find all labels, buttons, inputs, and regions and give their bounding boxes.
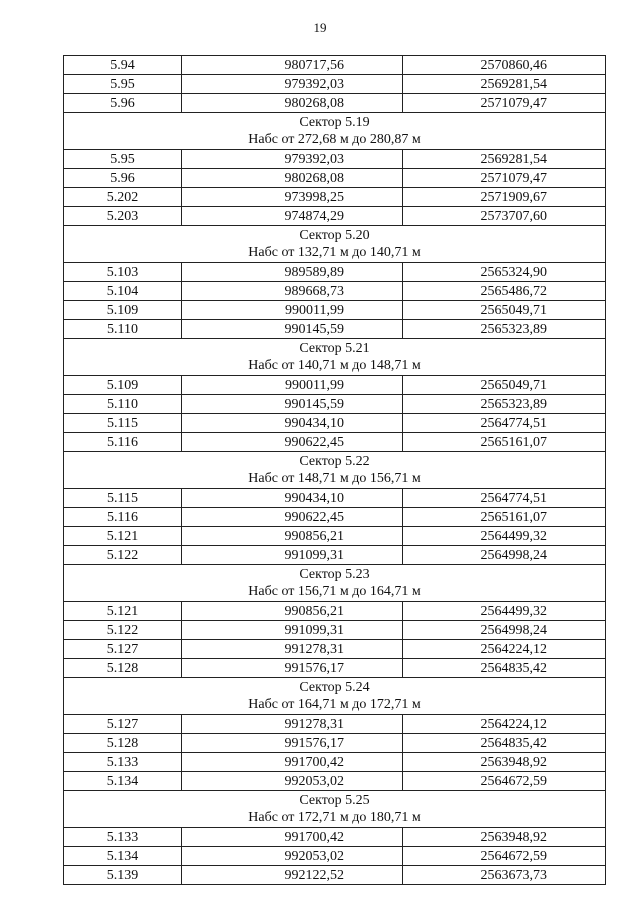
point-row (64, 659, 606, 678)
sector-header-cell (64, 452, 606, 489)
point-row (64, 866, 606, 885)
point-id-cell: 5.96 (64, 94, 182, 113)
x-coordinate-cell: 990622,45 (182, 433, 403, 452)
point-row (64, 150, 606, 169)
point-id-cell: 5.116 (64, 508, 182, 527)
x-coordinate-cell: 990145,59 (182, 320, 403, 339)
y-coordinate-cell: 2565161,07 (403, 433, 606, 452)
point-row (64, 621, 606, 640)
sector-height-range: Набс от 164,71 м до 172,71 м (248, 697, 421, 712)
point-id-cell: 5.139 (64, 866, 182, 885)
point-row (64, 546, 606, 565)
sector-height-range: Набс от 272,68 м до 280,87 м (248, 132, 421, 147)
y-coordinate-cell: 2563948,92 (403, 828, 606, 847)
point-id-cell: 5.121 (64, 527, 182, 546)
point-id-cell: 5.202 (64, 188, 182, 207)
y-coordinate-cell: 2565049,71 (403, 301, 606, 320)
x-coordinate-cell: 991576,17 (182, 734, 403, 753)
y-coordinate-cell: 2573707,60 (403, 207, 606, 226)
point-id-cell: 5.115 (64, 414, 182, 433)
sector-header-cell (64, 678, 606, 715)
y-coordinate-cell: 2565323,89 (403, 395, 606, 414)
y-coordinate-cell: 2564499,32 (403, 602, 606, 621)
y-coordinate-cell: 2565486,72 (403, 282, 606, 301)
point-row (64, 753, 606, 772)
point-id-cell: 5.133 (64, 828, 182, 847)
point-id-cell: 5.95 (64, 150, 182, 169)
sector-header-row (64, 226, 606, 263)
point-id-cell: 5.104 (64, 282, 182, 301)
point-id-cell: 5.127 (64, 640, 182, 659)
point-row (64, 169, 606, 188)
point-id-cell: 5.134 (64, 847, 182, 866)
point-row (64, 715, 606, 734)
x-coordinate-cell: 980268,08 (182, 94, 403, 113)
point-id-cell: 5.110 (64, 395, 182, 414)
y-coordinate-cell: 2565049,71 (403, 376, 606, 395)
point-row (64, 320, 606, 339)
sector-header-cell (64, 226, 606, 263)
y-coordinate-cell: 2563948,92 (403, 753, 606, 772)
y-coordinate-cell: 2569281,54 (403, 150, 606, 169)
y-coordinate-cell: 2564835,42 (403, 659, 606, 678)
point-row (64, 489, 606, 508)
point-row (64, 94, 606, 113)
x-coordinate-cell: 980268,08 (182, 169, 403, 188)
x-coordinate-cell: 990011,99 (182, 376, 403, 395)
y-coordinate-cell: 2564499,32 (403, 527, 606, 546)
x-coordinate-cell: 989668,73 (182, 282, 403, 301)
sector-header-cell (64, 565, 606, 602)
point-id-cell: 5.109 (64, 376, 182, 395)
point-row (64, 207, 606, 226)
x-coordinate-cell: 980717,56 (182, 56, 403, 75)
y-coordinate-cell: 2564998,24 (403, 546, 606, 565)
sector-header-row (64, 339, 606, 376)
sector-header-row (64, 565, 606, 602)
x-coordinate-cell: 990434,10 (182, 489, 403, 508)
x-coordinate-cell: 992122,52 (182, 866, 403, 885)
y-coordinate-cell: 2564672,59 (403, 772, 606, 791)
coordinates-table (63, 55, 606, 885)
point-row (64, 828, 606, 847)
sector-height-range: Набс от 156,71 м до 164,71 м (248, 584, 421, 599)
point-row (64, 772, 606, 791)
sector-name: Сектор 5.22 (299, 454, 370, 469)
point-id-cell: 5.109 (64, 301, 182, 320)
point-row (64, 376, 606, 395)
point-row (64, 602, 606, 621)
y-coordinate-cell: 2564774,51 (403, 414, 606, 433)
x-coordinate-cell: 973998,25 (182, 188, 403, 207)
x-coordinate-cell: 991700,42 (182, 753, 403, 772)
x-coordinate-cell: 991576,17 (182, 659, 403, 678)
point-row (64, 263, 606, 282)
x-coordinate-cell: 991278,31 (182, 715, 403, 734)
point-row (64, 433, 606, 452)
point-id-cell: 5.133 (64, 753, 182, 772)
y-coordinate-cell: 2565323,89 (403, 320, 606, 339)
sector-name: Сектор 5.21 (299, 341, 370, 356)
sector-height-range: Набс от 140,71 м до 148,71 м (248, 358, 421, 373)
sector-header-row (64, 113, 606, 150)
x-coordinate-cell: 991099,31 (182, 621, 403, 640)
point-id-cell: 5.103 (64, 263, 182, 282)
y-coordinate-cell: 2571909,67 (403, 188, 606, 207)
page-number: 19 (313, 20, 327, 35)
point-id-cell: 5.96 (64, 169, 182, 188)
sector-header-cell (64, 113, 606, 150)
point-id-cell: 5.128 (64, 734, 182, 753)
point-id-cell: 5.121 (64, 602, 182, 621)
sector-name: Сектор 5.19 (299, 115, 370, 130)
point-id-cell: 5.122 (64, 546, 182, 565)
point-id-cell: 5.122 (64, 621, 182, 640)
point-row (64, 734, 606, 753)
sector-height-range: Набс от 172,71 м до 180,71 м (248, 810, 421, 825)
x-coordinate-cell: 990011,99 (182, 301, 403, 320)
y-coordinate-cell: 2569281,54 (403, 75, 606, 94)
sector-name: Сектор 5.20 (299, 228, 370, 243)
sector-header-row (64, 791, 606, 828)
y-coordinate-cell: 2571079,47 (403, 94, 606, 113)
point-id-cell: 5.110 (64, 320, 182, 339)
sector-header-row (64, 678, 606, 715)
sector-name: Сектор 5.24 (299, 680, 370, 695)
point-id-cell: 5.203 (64, 207, 182, 226)
x-coordinate-cell: 990856,21 (182, 527, 403, 546)
sector-header-cell (64, 791, 606, 828)
x-coordinate-cell: 991700,42 (182, 828, 403, 847)
y-coordinate-cell: 2571079,47 (403, 169, 606, 188)
sector-height-range: Набс от 132,71 м до 140,71 м (248, 245, 421, 260)
x-coordinate-cell: 991099,31 (182, 546, 403, 565)
y-coordinate-cell: 2565324,90 (403, 263, 606, 282)
x-coordinate-cell: 979392,03 (182, 75, 403, 94)
point-row (64, 282, 606, 301)
y-coordinate-cell: 2564224,12 (403, 640, 606, 659)
point-row (64, 56, 606, 75)
point-row (64, 75, 606, 94)
sector-name: Сектор 5.25 (299, 793, 370, 808)
y-coordinate-cell: 2565161,07 (403, 508, 606, 527)
point-id-cell: 5.115 (64, 489, 182, 508)
x-coordinate-cell: 990622,45 (182, 508, 403, 527)
point-id-cell: 5.128 (64, 659, 182, 678)
x-coordinate-cell: 979392,03 (182, 150, 403, 169)
x-coordinate-cell: 992053,02 (182, 847, 403, 866)
x-coordinate-cell: 974874,29 (182, 207, 403, 226)
point-row (64, 414, 606, 433)
point-id-cell: 5.94 (64, 56, 182, 75)
x-coordinate-cell: 989589,89 (182, 263, 403, 282)
point-id-cell: 5.127 (64, 715, 182, 734)
point-id-cell: 5.116 (64, 433, 182, 452)
sector-header-cell (64, 339, 606, 376)
point-row (64, 847, 606, 866)
y-coordinate-cell: 2563673,73 (403, 866, 606, 885)
point-row (64, 527, 606, 546)
x-coordinate-cell: 992053,02 (182, 772, 403, 791)
y-coordinate-cell: 2564672,59 (403, 847, 606, 866)
point-row (64, 301, 606, 320)
point-id-cell: 5.95 (64, 75, 182, 94)
sector-header-row (64, 452, 606, 489)
y-coordinate-cell: 2564835,42 (403, 734, 606, 753)
point-row (64, 188, 606, 207)
y-coordinate-cell: 2564774,51 (403, 489, 606, 508)
y-coordinate-cell: 2570860,46 (403, 56, 606, 75)
point-row (64, 640, 606, 659)
sector-height-range: Набс от 148,71 м до 156,71 м (248, 471, 421, 486)
point-row (64, 508, 606, 527)
coordinates-table-body (64, 56, 606, 885)
y-coordinate-cell: 2564998,24 (403, 621, 606, 640)
sector-name: Сектор 5.23 (299, 567, 370, 582)
x-coordinate-cell: 990434,10 (182, 414, 403, 433)
y-coordinate-cell: 2564224,12 (403, 715, 606, 734)
x-coordinate-cell: 990856,21 (182, 602, 403, 621)
x-coordinate-cell: 991278,31 (182, 640, 403, 659)
x-coordinate-cell: 990145,59 (182, 395, 403, 414)
point-row (64, 395, 606, 414)
point-id-cell: 5.134 (64, 772, 182, 791)
